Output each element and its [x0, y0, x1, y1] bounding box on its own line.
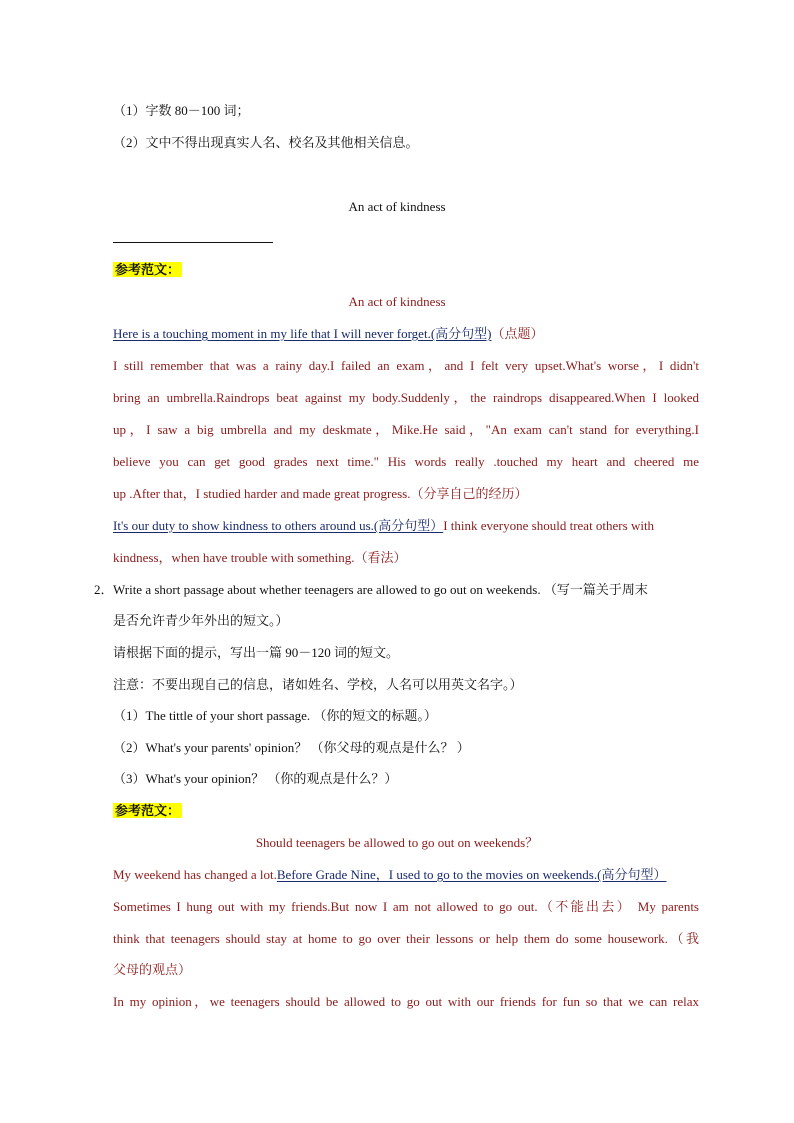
q2-essay-line-1: [113, 866, 666, 884]
q2-prompt-line-2: 是否允许青少年外出的短文。）: [113, 613, 289, 628]
q1-sample-label: [113, 261, 182, 279]
q1-essay-line-2: I still remember that was a rainy day.I failed an exam，and I felt very upset.What's worse，I didn't: [113, 358, 699, 373]
requirement-word-count: （1）字数 80－100 词；: [113, 103, 250, 118]
q1-essay-line-3: bring an umbrella.Raindrops beat against my body.Suddenly，the raindrops disappeared.When I looked: [113, 390, 699, 405]
q1-key-sentence-2: It's our duty to show kindness to others around us.(高分句型）: [113, 518, 444, 533]
q1-essay-line-7: [113, 517, 654, 535]
requirement-no-real-names: （2）文中不得出现真实人名、校名及其他相关信息。: [113, 135, 419, 150]
q2-number: 2．: [94, 582, 114, 597]
q1-title: An act of kindness: [348, 199, 446, 214]
q1-essay-line-6: up .After that，I studied harder and made great progress.（分享自己的经历）: [113, 486, 528, 501]
q2-key-sentence-1: Before Grade Nine，I used to go to the movies on weekends.(高分句型）: [276, 867, 667, 882]
q2-essay-title: Should teenagers be allowed to go out on weekends？: [255, 835, 539, 850]
q1-note-topic: （点题）: [491, 326, 544, 341]
q2-instruction: 请根据下面的提示，写出一篇 90－120 词的短文。: [113, 645, 400, 660]
q2-essay-line-4: 父母的观点）: [113, 962, 192, 977]
q2-essay-line-3: think that teenagers should stay at home to go over their lessons or help them do some housework.（我: [113, 931, 699, 946]
q1-essay-line-4: up，I saw a big umbrella and my deskmate，Mike.He said，"An exam can't stand for everything.I: [113, 422, 699, 437]
q2-note: 注意：不要出现自己的信息，诸如姓名、学校，人名可以用英文名字。）: [113, 677, 523, 692]
answer-blank-line: [113, 242, 273, 243]
q1-line-7-rest: I think everyone should treat others with: [443, 518, 655, 533]
q2-item-3: （3）What's your opinion？ （你的观点是什么？）: [113, 771, 398, 786]
sample-label-highlight-2: 参考范文：: [115, 803, 181, 818]
q1-essay-line-5: believe you can get good grades next time." His words really .touched my heart and cheered me: [113, 454, 699, 469]
q1-essay-title: An act of kindness: [348, 294, 446, 309]
q2-sample-label: [113, 802, 182, 820]
q2-essay-line-5: In my opinion，we teenagers should be allowed to go out with our friends for fun so that we can relax: [113, 994, 699, 1009]
q2-line-1-start: My weekend has changed a lot.: [113, 867, 277, 882]
q2-prompt-line-1: Write a short passage about whether teenagers are allowed to go out on weekends. （写一篇关于周末: [113, 582, 648, 597]
q2-essay-line-2: Sometimes I hung out with my friends.But now I am not allowed to go out.（不能出去） My parents: [113, 899, 699, 914]
sample-label-highlight: 参考范文：: [115, 262, 181, 277]
q2-item-1: （1）The tittle of your short passage. （你的短文的标题。）: [113, 708, 437, 723]
q1-key-sentence-1: Here is a touching moment in my life that I will never forget.(高分句型): [113, 326, 492, 341]
q1-essay-line-1: [113, 325, 544, 343]
q1-essay-line-8: kindness，when have trouble with something.（看法）: [113, 550, 407, 565]
q2-item-2: （2）What's your parents' opinion？ （你父母的观点是什么？ ）: [113, 740, 470, 755]
